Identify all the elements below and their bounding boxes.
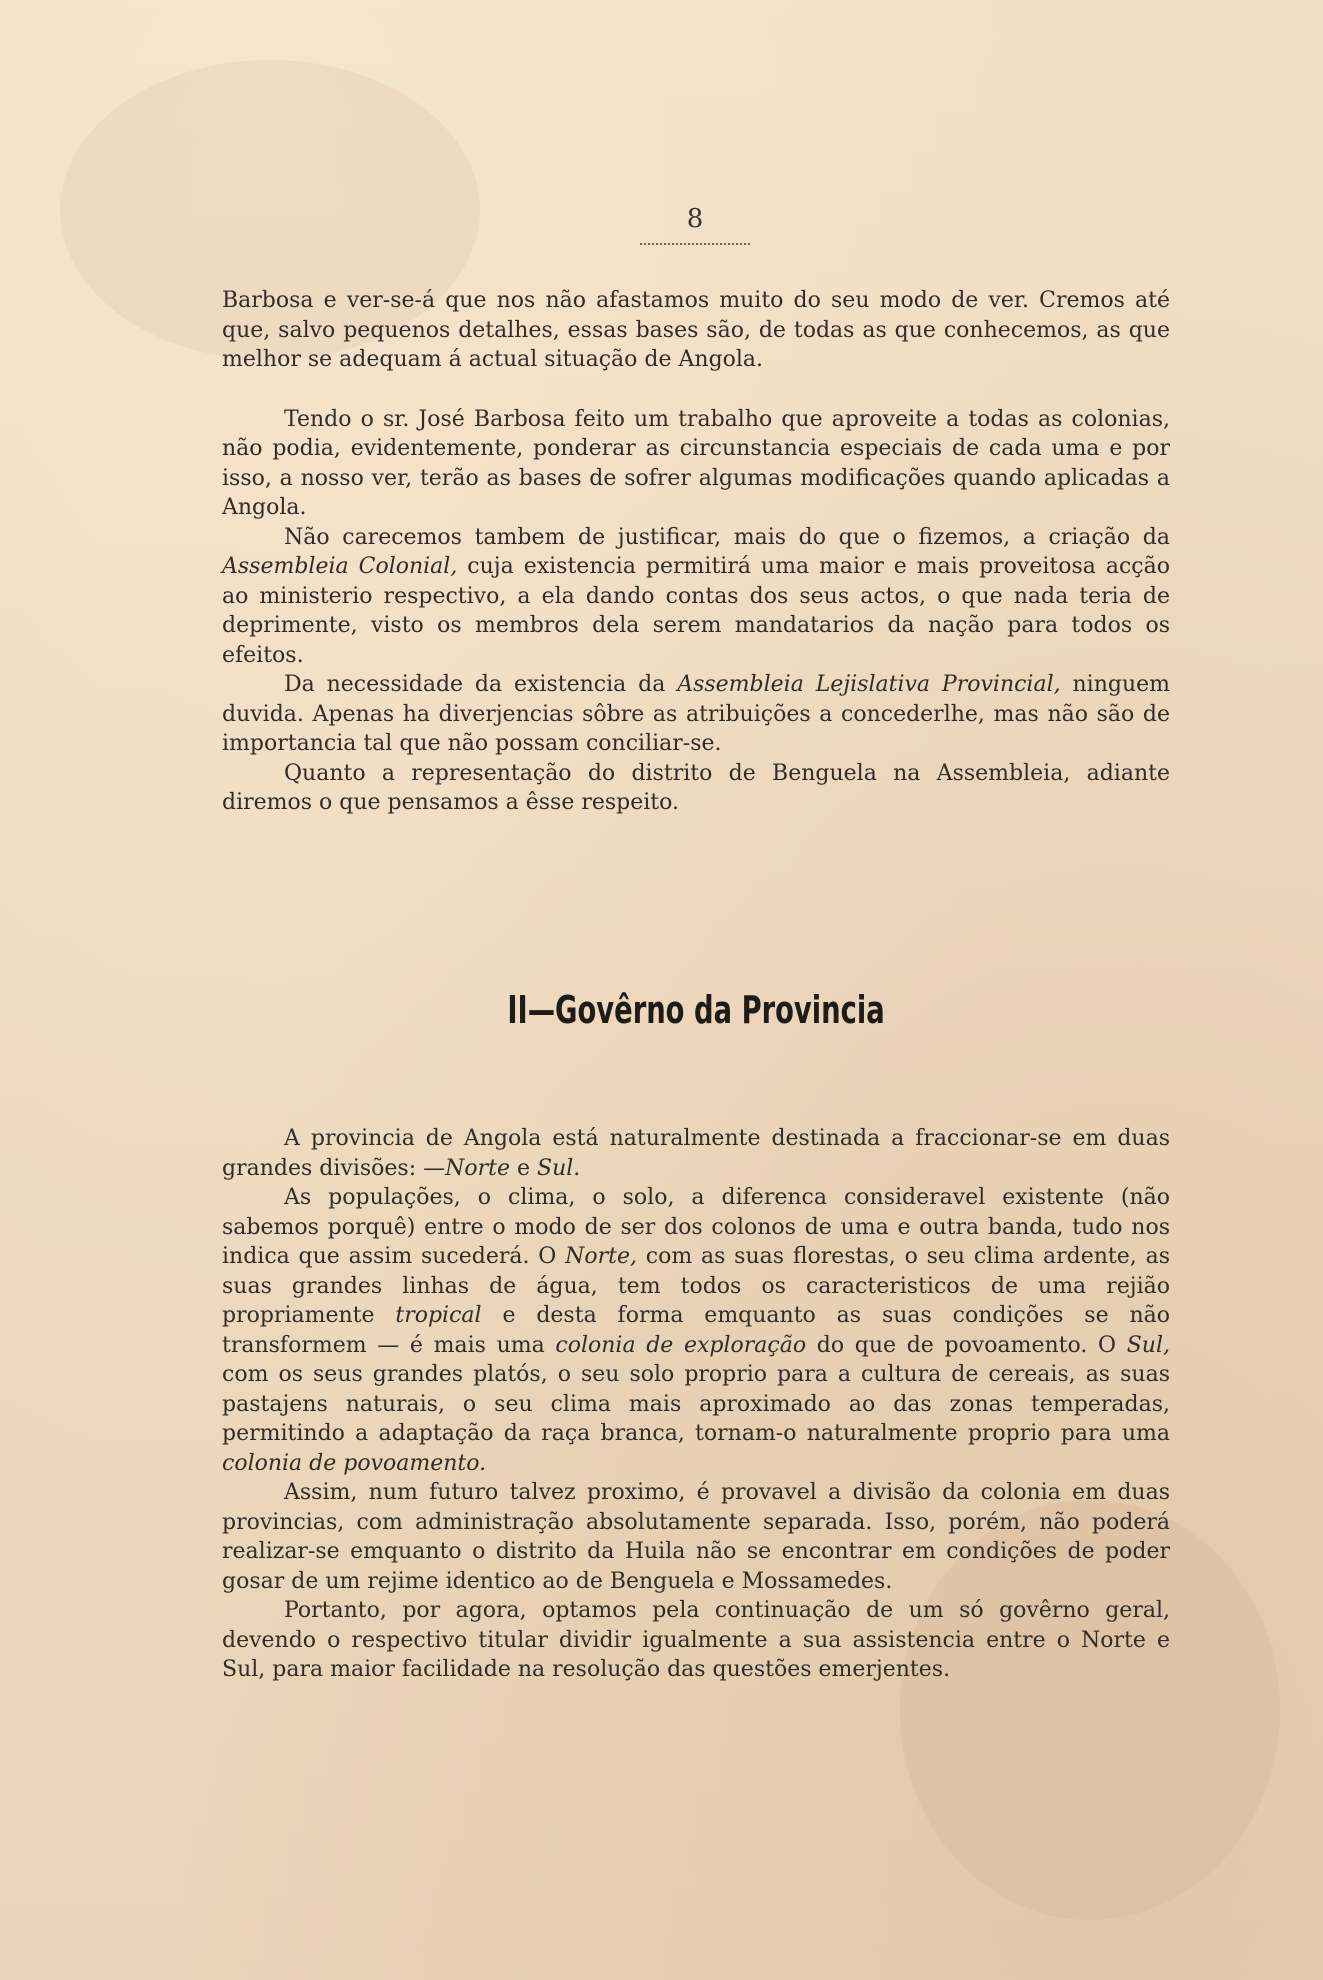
- italic-run: Norte: [445, 1155, 510, 1181]
- italic-run: colonia de exploração: [555, 1332, 807, 1358]
- italic-run: tropical: [395, 1303, 482, 1328]
- text-run: e: [509, 1155, 537, 1181]
- text-run: Da necessidade da existencia da: [284, 672, 678, 697]
- text-run: Não carecemos tambem de justificar, mais do que o fizemos, a criação da: [284, 524, 1170, 550]
- text-run: cuja existencia permitirá uma maior e mais proveitosa acção ao ministerio respectivo, a ela dando contas dos seus actos, o que nada teria de deprimente, visto os membros dela serem mandatarios da nação para todos os efeitos.: [222, 554, 1170, 668]
- text-run: ninguem duvida. Apenas ha diverjencias sôbre as atribuições a concederlhe, mas não são de importancia tal que não possam conciliar-se.: [222, 672, 1170, 756]
- section-heading: II—Govêrno da Provincia: [507, 988, 885, 1032]
- paragraph: [222, 523, 1170, 671]
- text-run: Assim, num futuro talvez proximo, é provavel a divisão da colonia em duas provincias, com administração absolutamente separada. Isso, porém, não poderá realizar-se emquanto o distrito da Huila não se encontrar em condições de poder gosar de um rejime identico ao de Benguela e Mossamedes.: [222, 1480, 1170, 1594]
- text-run: Barbosa e ver-se-á que nos não afastamos muito do seu modo de ver. Cremos até que, salvo pequenos detalhes, essas bases são, de todas as que conhecemos, as que melhor se adequam á actual situação de Angola.: [222, 288, 1170, 372]
- italic-run: Sul.: [537, 1155, 581, 1181]
- section-1-body: [222, 286, 1170, 818]
- text-run: do que de povoamento. O: [806, 1332, 1127, 1358]
- italic-run: Sul,: [1126, 1332, 1170, 1358]
- paragraph: [222, 405, 1170, 523]
- paragraph: [222, 759, 1170, 818]
- italic-run: Norte,: [565, 1244, 637, 1269]
- text-run: com os seus grandes platós, o seu solo proprio para a cultura de cereais, as suas pastajens naturais, o seu clima mais aproximado ao das zonas temperadas, permitindo a adaptação da raça branca, tornam-o naturalmente proprio para uma: [222, 1362, 1170, 1446]
- italic-run: Assembleia Lejislativa Provincial,: [677, 672, 1061, 697]
- paragraph: [222, 670, 1170, 759]
- text-run: A provincia de Angola está naturalmente destinada a fraccionar-se em duas grandes divisões: —: [222, 1126, 1170, 1181]
- text-run: As populações, o clima, o solo, a diferenca consideravel existente (não sabemos porquê) entre o modo de ser dos colonos de uma e outra banda, tudo nos indica que assim sucederá. O: [222, 1185, 1170, 1269]
- page-number-rule: [640, 243, 750, 245]
- text-run: com as suas florestas, o seu clima ardente, as suas grandes linhas de água, tem todos os caracteristicos de uma rejião propriamente: [222, 1244, 1170, 1328]
- paragraph: [222, 1478, 1170, 1596]
- text-run: Tendo o sr. José Barbosa feito um trabalho que aproveite a todas as colonias, não podia, evidentemente, ponderar as circunstancia especiais de cada uma e por isso, a nosso ver, terão as bases de sofrer algumas modificações quando aplicadas a Angola.: [222, 406, 1170, 520]
- paragraph: [222, 286, 1170, 375]
- page-number: 8: [686, 204, 704, 234]
- section-2-body: [222, 1124, 1170, 1685]
- text-run: e desta forma emquanto as suas condições se não transformem — é mais uma: [222, 1303, 1170, 1358]
- text-run: Quanto a representação do distrito de Benguela na Assembleia, adiante diremos o que pensamos a êsse respeito.: [222, 760, 1170, 815]
- italic-run: colonia de povoamento.: [222, 1450, 487, 1476]
- paragraph: [222, 1124, 1170, 1183]
- text-run: Portanto, por agora, optamos pela continuação de um só govêrno geral, devendo o respectivo titular dividir igualmente a sua assistencia entre o Norte e Sul, para maior facilidade na resolução das questões emerjentes.: [222, 1598, 1170, 1682]
- italic-run: Assembleia Colonial,: [222, 554, 458, 579]
- paragraph: [222, 1183, 1170, 1478]
- paragraph: [222, 1596, 1170, 1685]
